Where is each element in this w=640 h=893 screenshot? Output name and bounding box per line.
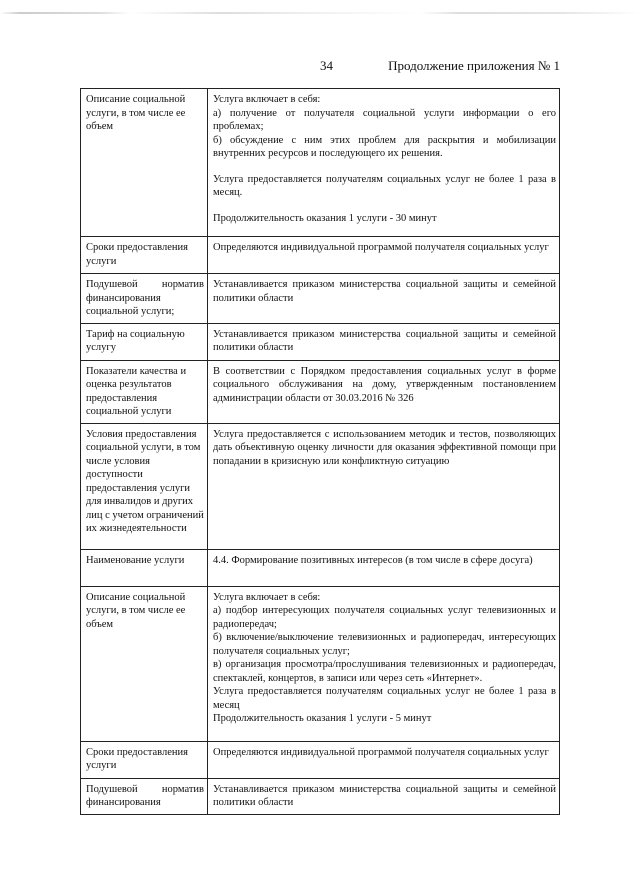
row-label: Сроки предоставления услуги [81, 237, 208, 274]
row-content [208, 89, 560, 237]
row-label [81, 778, 208, 814]
service-table [80, 88, 560, 815]
row-content: Устанавливается приказом министерства социальной защиты и семейной политики области [208, 323, 560, 360]
table-row [81, 549, 560, 586]
label-part: норматив [161, 279, 204, 290]
table-row [81, 741, 560, 778]
table-row [81, 89, 560, 237]
table-row [81, 360, 560, 423]
label-part: норматив [161, 783, 204, 795]
row-content [208, 586, 560, 741]
page-number: 34 [320, 58, 333, 73]
content-paragraph: Продолжительность оказания 1 услуги - 5 минут [213, 713, 432, 724]
row-content: В соответствии с Порядком предоставления социальных услуг в форме социального обслуживания на дому, утвержденным постановлением администрации области от 30.03.2016 № 326 [208, 360, 560, 423]
row-label: Сроки предоставления услуги [81, 741, 208, 778]
table-row [81, 237, 560, 274]
page-header [80, 58, 560, 78]
label-part: финансирования [86, 797, 161, 808]
content-paragraph: Продолжительность оказания 1 услуги - 30 минут [213, 212, 437, 224]
label-part: Подушевой [86, 783, 138, 795]
content-paragraph: б) включение/выключение телевизионных и радиопередач, интересующих получателя социальных услуг; [213, 632, 556, 657]
row-content: Устанавливается приказом министерства социальной защиты и семейной политики области [208, 778, 560, 814]
content-paragraph: а) подбор интересующих получателя социальных услуг телевизионных и радиопередач; [213, 605, 556, 630]
row-label: Наименование услуги [81, 549, 208, 586]
row-content: Определяются индивидуальной программой получателя социальных услуг [208, 237, 560, 274]
content-paragraph: а) получение от получателя социальной услуги информации о его проблемах; [213, 107, 556, 132]
row-content: Услуга предоставляется с использованием методик и тестов, позволяющих дать объективную оценку личности для оказания эффективной помощи при попадании в кризисную или конфликтную ситуацию [208, 423, 560, 549]
content-paragraph: Услуга включает в себя: [213, 591, 321, 603]
content-paragraph: Услуга включает в себя: [213, 94, 321, 105]
row-label: Тариф на социальную услугу [81, 323, 208, 360]
table-row [81, 778, 560, 814]
scan-artifact-line [0, 12, 640, 14]
row-content: Определяются индивидуальной программой получателя социальных услуг [208, 741, 560, 778]
row-label [81, 274, 208, 324]
row-content: Устанавливается приказом министерства социальной защиты и семейной политики области [208, 274, 560, 324]
row-label: Показатели качества и оценка результатов предоставления социальной услуги [81, 360, 208, 423]
row-label: Описание социальной услуги, в том числе ее объем [81, 89, 208, 237]
table-row [81, 274, 560, 324]
continuation-label: Продолжение приложения № 1 [388, 58, 560, 73]
row-content: 4.4. Формирование позитивных интересов (в том числе в сфере досуга) [208, 549, 560, 586]
label-part: финансирования социальной услуги; [86, 292, 175, 317]
table-row [81, 323, 560, 360]
table-row [81, 586, 560, 741]
row-label: Условия предоставления социальной услуги, в том числе условия доступности предоставления услуги для инвалидов и других лиц с учетом ограничений их жизнедеятельности [81, 423, 208, 549]
content-paragraph: в) организация просмотра/прослушивания телевизионных и радиопередач, спектаклей, концертов, в записи или через сеть «Интернет». [213, 659, 556, 684]
content-paragraph: Услуга предоставляется получателям социальных услуг не более 1 раза в месяц [213, 686, 556, 711]
content-paragraph: Услуга предоставляется получателям социальных услуг не более 1 раза в месяц. [213, 173, 556, 198]
table-row [81, 423, 560, 549]
row-label: Описание социальной услуги, в том числе ее объем [81, 586, 208, 741]
content-paragraph: б) обсуждение с ним этих проблем для раскрытия и мобилизации внутренних ресурсов и последующего их решения. [213, 134, 556, 159]
label-part: Подушевой [86, 279, 138, 290]
